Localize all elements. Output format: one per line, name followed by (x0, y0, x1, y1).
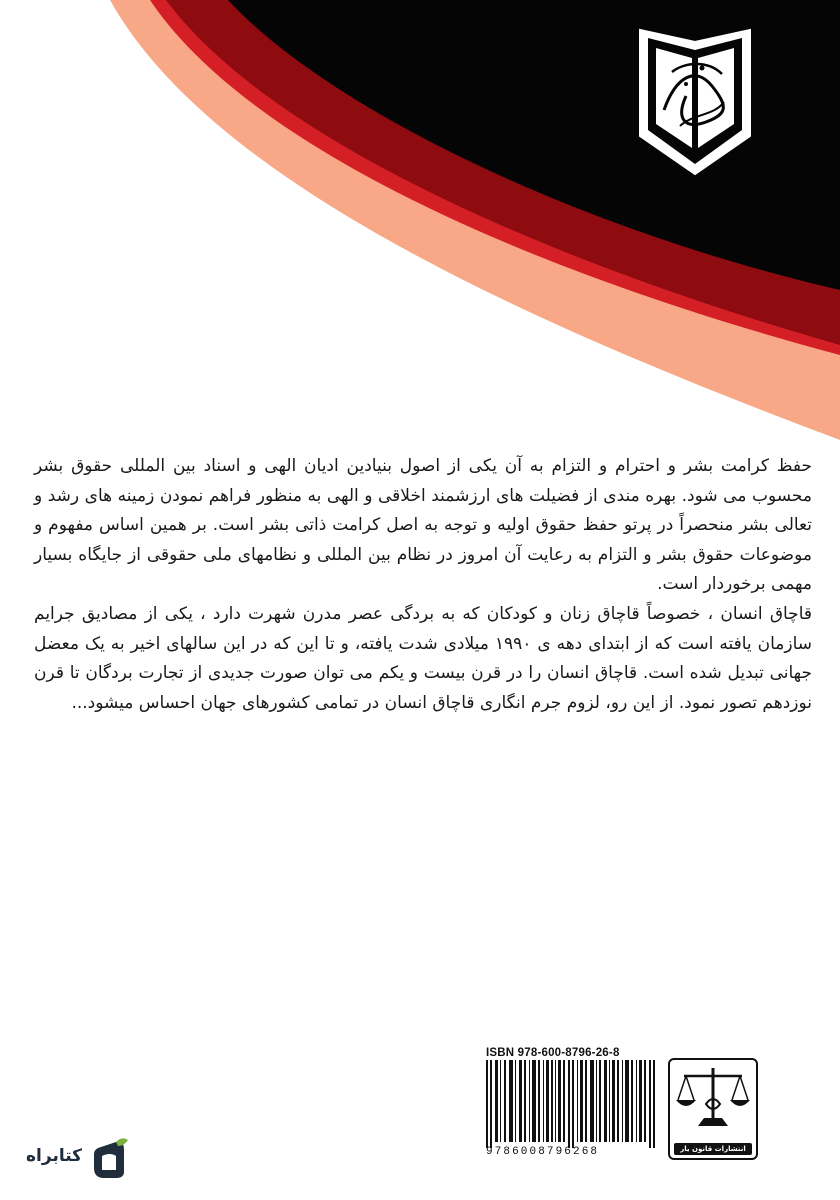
scales-of-justice-icon (676, 1064, 750, 1140)
publisher-logo (668, 1058, 758, 1160)
paragraph-human-dignity: حفظ کرامت بشر و احترام و التزام به آن یکی از اصول بنیادین ادیان الهی و اسناد بین المللی حقوق بشر محسوب می شود. بهره مندی از فضیلت های ارزشمند اخلاقی و الهی به منظور فراهم نمودن زمینه های رشد و تعالی بشر منحصراً در پرتو حفظ حقوق اولیه و توجه به اصل کرامت ذاتی بشر است. بر همین اساس مفهوم و موضوعات حقوق بشر و التزام به رعایت آن امروز در نظام بین المللی و نظامهای ملی حقوقی از جایگاه بسیار مهمی برخوردار است. (34, 456, 812, 595)
isbn-label: ISBN 978-600-8796-26-8 (486, 1047, 620, 1059)
open-book-calligraphy-emblem-icon (636, 26, 754, 178)
barcode (484, 1060, 662, 1148)
publisher-emblem (636, 26, 754, 178)
back-cover-description (34, 452, 812, 718)
store-logo (26, 1134, 136, 1184)
barcode-digits: 9786008796268 (486, 1146, 600, 1158)
publisher-name: انتشارات قانون یار (674, 1143, 752, 1155)
paragraph-human-trafficking: قاچاق انسان ، خصوصاً قاچاق زنان و کودکان که به بردگی عصر مدرن شهرت دارد ، یکی از مصادیق جرایم سازمان یافته است که از ابتدای دهه ی ۱۹۹۰ میلادی شدت یافته، و تا این که در این سالهای اخیر به یک معضل جهانی تبدیل شده است. قاچاق انسان را در قرن بیست و یکم می توان صورت جدیدی از تجارت بردگان تا قرن نوزدهم تصور نمود. از این رو، لزوم جرم انگاری قاچاق انسان در تمامی کشورهای جهان احساس میشود... (34, 603, 812, 713)
store-name: کتابراه (26, 1146, 83, 1166)
ketabrah-logo-icon (90, 1138, 130, 1180)
